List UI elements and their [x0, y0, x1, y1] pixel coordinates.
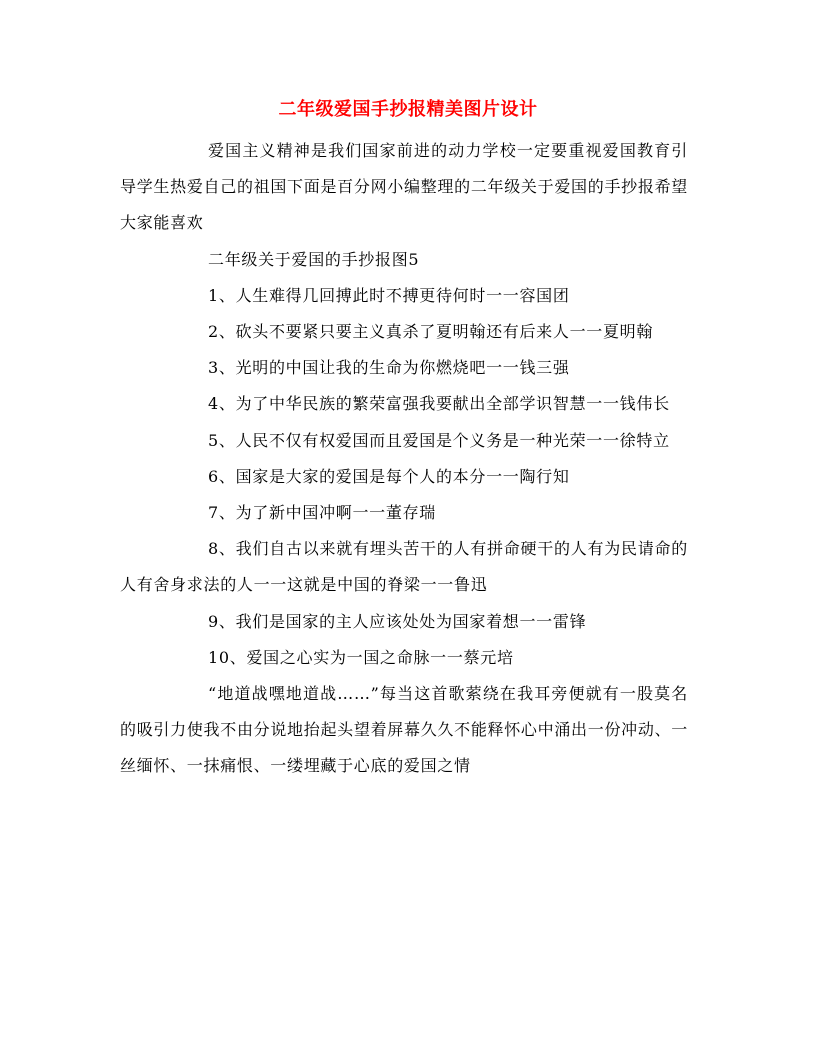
- intro-paragraph: 爱国主义精神是我们国家前进的动力学校一定要重视爱国教育引导学生热爱自己的祖国下面是百分网小编整理的二年级关于爱国的手抄报希望大家能喜欢: [120, 141, 688, 233]
- quote-item-2: 2、砍头不要紧只要主义真杀了夏明翰还有后来人一一夏明翰: [208, 322, 654, 342]
- document-title: 二年级爱国手抄报精美图片设计: [278, 99, 538, 120]
- quote-item-8: 8、我们自古以来就有埋头苦干的人有拼命硬干的人有为民请命的人有舍身求法的人一一这就是中国的脊梁一一鲁迅: [120, 539, 688, 595]
- quote-item-6: 6、国家是大家的爱国是每个人的本分一一陶行知: [208, 466, 570, 486]
- document-body: [120, 133, 688, 785]
- closing-paragraph: “地道战嘿地道战……”每当这首歌萦绕在我耳旁便就有一股莫名的吸引力使我不由分说地抬起头望着屏幕久久不能释怀心中涌出一份冲动、一丝缅怀、一抹痛恨、一缕埋藏于心底的爱国之情: [120, 684, 688, 776]
- quote-item-3: 3、光明的中国让我的生命为你燃烧吧一一钱三强: [208, 358, 570, 378]
- quote-item-10: 10、爱国之心实为一国之命脉一一蔡元培: [208, 647, 514, 667]
- quote-item-7: 7、为了新中国冲啊一一董存瑞: [208, 503, 436, 523]
- quote-item-5: 5、人民不仅有权爱国而且爱国是个义务是一种光荣一一徐特立: [208, 430, 670, 450]
- quote-item-9: 9、我们是国家的主人应该处处为国家着想一一雷锋: [208, 611, 587, 631]
- quote-item-4: 4、为了中华民族的繁荣富强我要献出全部学识智慧一一钱伟长: [208, 394, 670, 414]
- section-heading: 二年级关于爱国的手抄报图5: [208, 249, 420, 269]
- quote-item-1: 1、人生难得几回搏此时不搏更待何时一一容国团: [208, 285, 570, 305]
